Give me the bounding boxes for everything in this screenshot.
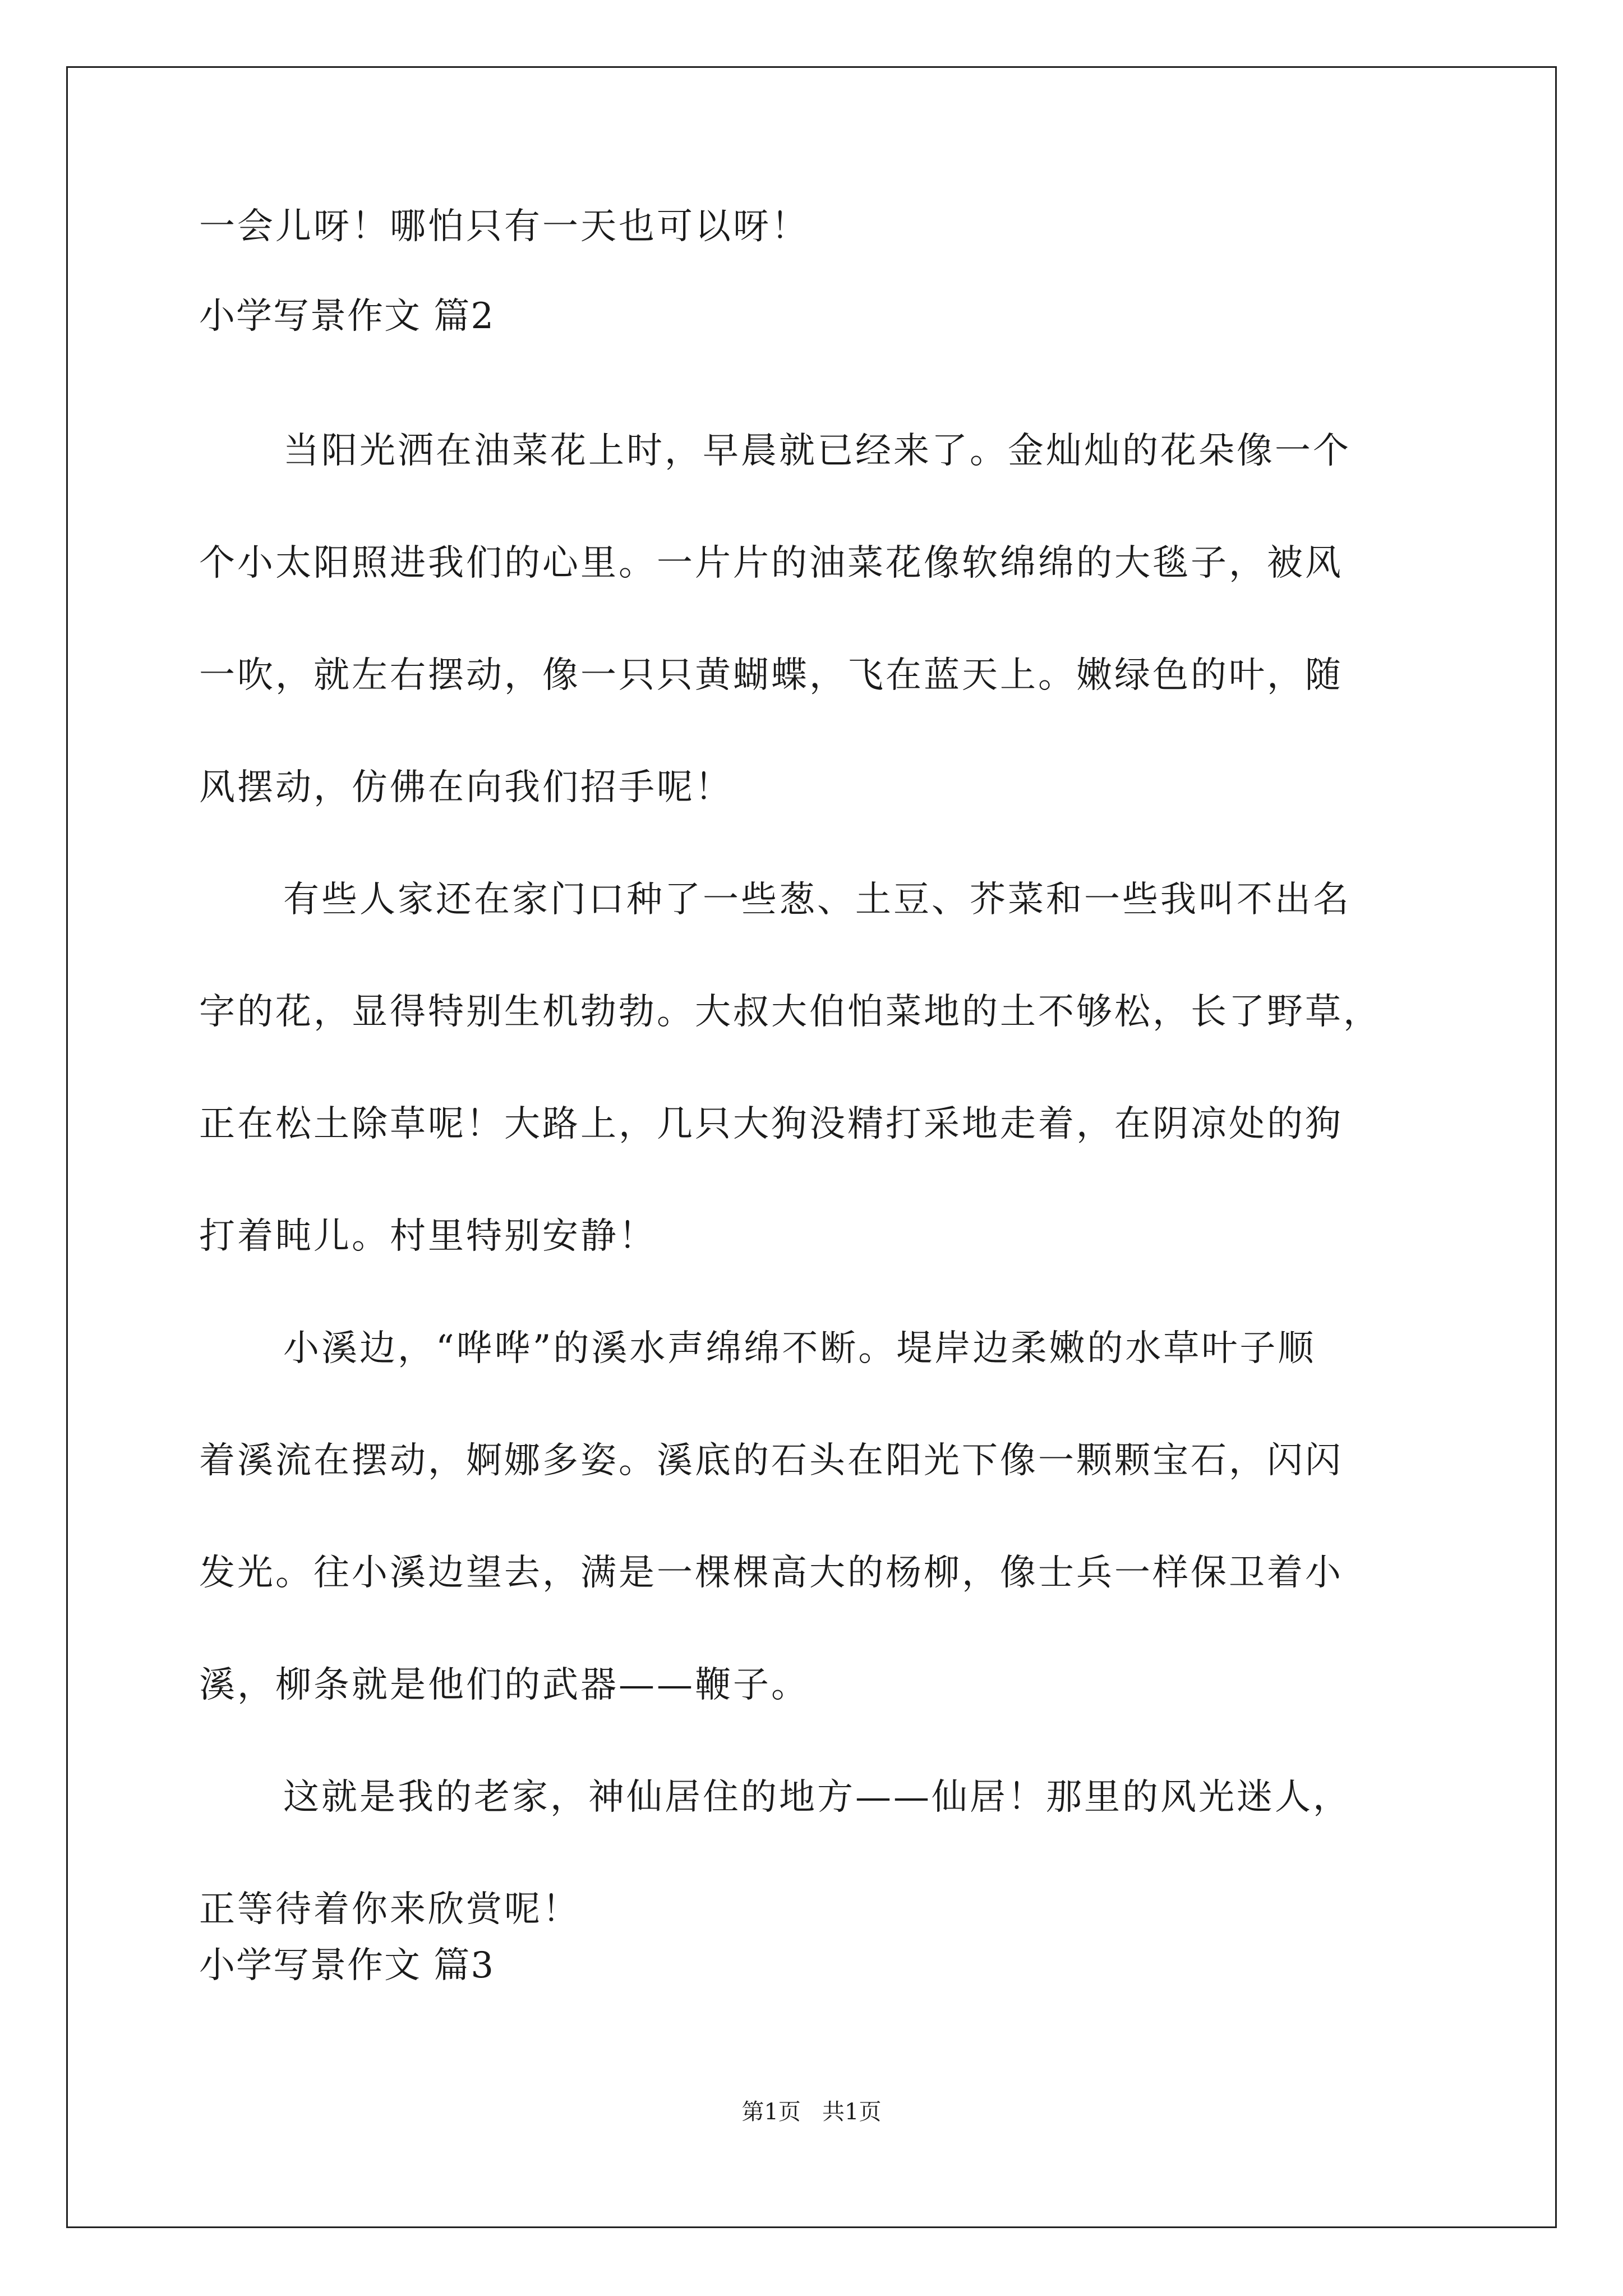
- text-line: 发光。往小溪边望去，满是一棵棵高大的杨柳，像士兵一样保卫着小: [199, 1552, 1343, 1594]
- text-line: 一吹，就左右摆动，像一只只黄蝴蝶，飞在蓝天上。嫩绿色的叶，随: [199, 655, 1343, 696]
- text-line: 个小太阳照进我们的心里。一片片的油菜花像软绵绵的大毯子，被风: [199, 542, 1343, 584]
- paragraph-first-line: 有些人家还在家门口种了一些葱、土豆、芥菜和一些我叫不出名: [283, 879, 1351, 921]
- text-line: 打着盹儿。村里特别安静！: [199, 1216, 657, 1257]
- paragraph-first-line: 这就是我的老家，神仙居住的地方——仙居！那里的风光迷人，: [283, 1777, 1351, 1818]
- text-line: 风摆动，仿佛在向我们招手呢！: [199, 767, 733, 808]
- text-line: 正等待着你来欣赏呢！: [199, 1889, 580, 1930]
- section-heading: 小学写景作文 篇3: [199, 1945, 495, 1986]
- text-line: 一会儿呀！哪怕只有一天也可以呀！: [199, 206, 809, 247]
- text-line: 溪，柳条就是他们的武器——鞭子。: [199, 1664, 809, 1706]
- page-number: 第1页 共1页: [741, 2099, 882, 2125]
- section-heading: 小学写景作文 篇2: [199, 296, 495, 337]
- paragraph-first-line: 小溪边，“哗哗”的溪水声绵绵不断。堤岸边柔嫩的水草叶子顺: [283, 1328, 1316, 1369]
- text-line: 字的花，显得特别生机勃勃。大叔大伯怕菜地的土不够松，长了野草，: [199, 991, 1381, 1033]
- text-line: 着溪流在摆动，婀娜多姿。溪底的石头在阳光下像一颗颗宝石，闪闪: [199, 1440, 1343, 1481]
- paragraph-first-line: 当阳光洒在油菜花上时，早晨就已经来了。金灿灿的花朵像一个: [283, 430, 1351, 472]
- text-line: 正在松土除草呢！大路上，几只大狗没精打采地走着，在阴凉处的狗: [199, 1103, 1343, 1145]
- page-footer: [0, 2101, 1623, 2123]
